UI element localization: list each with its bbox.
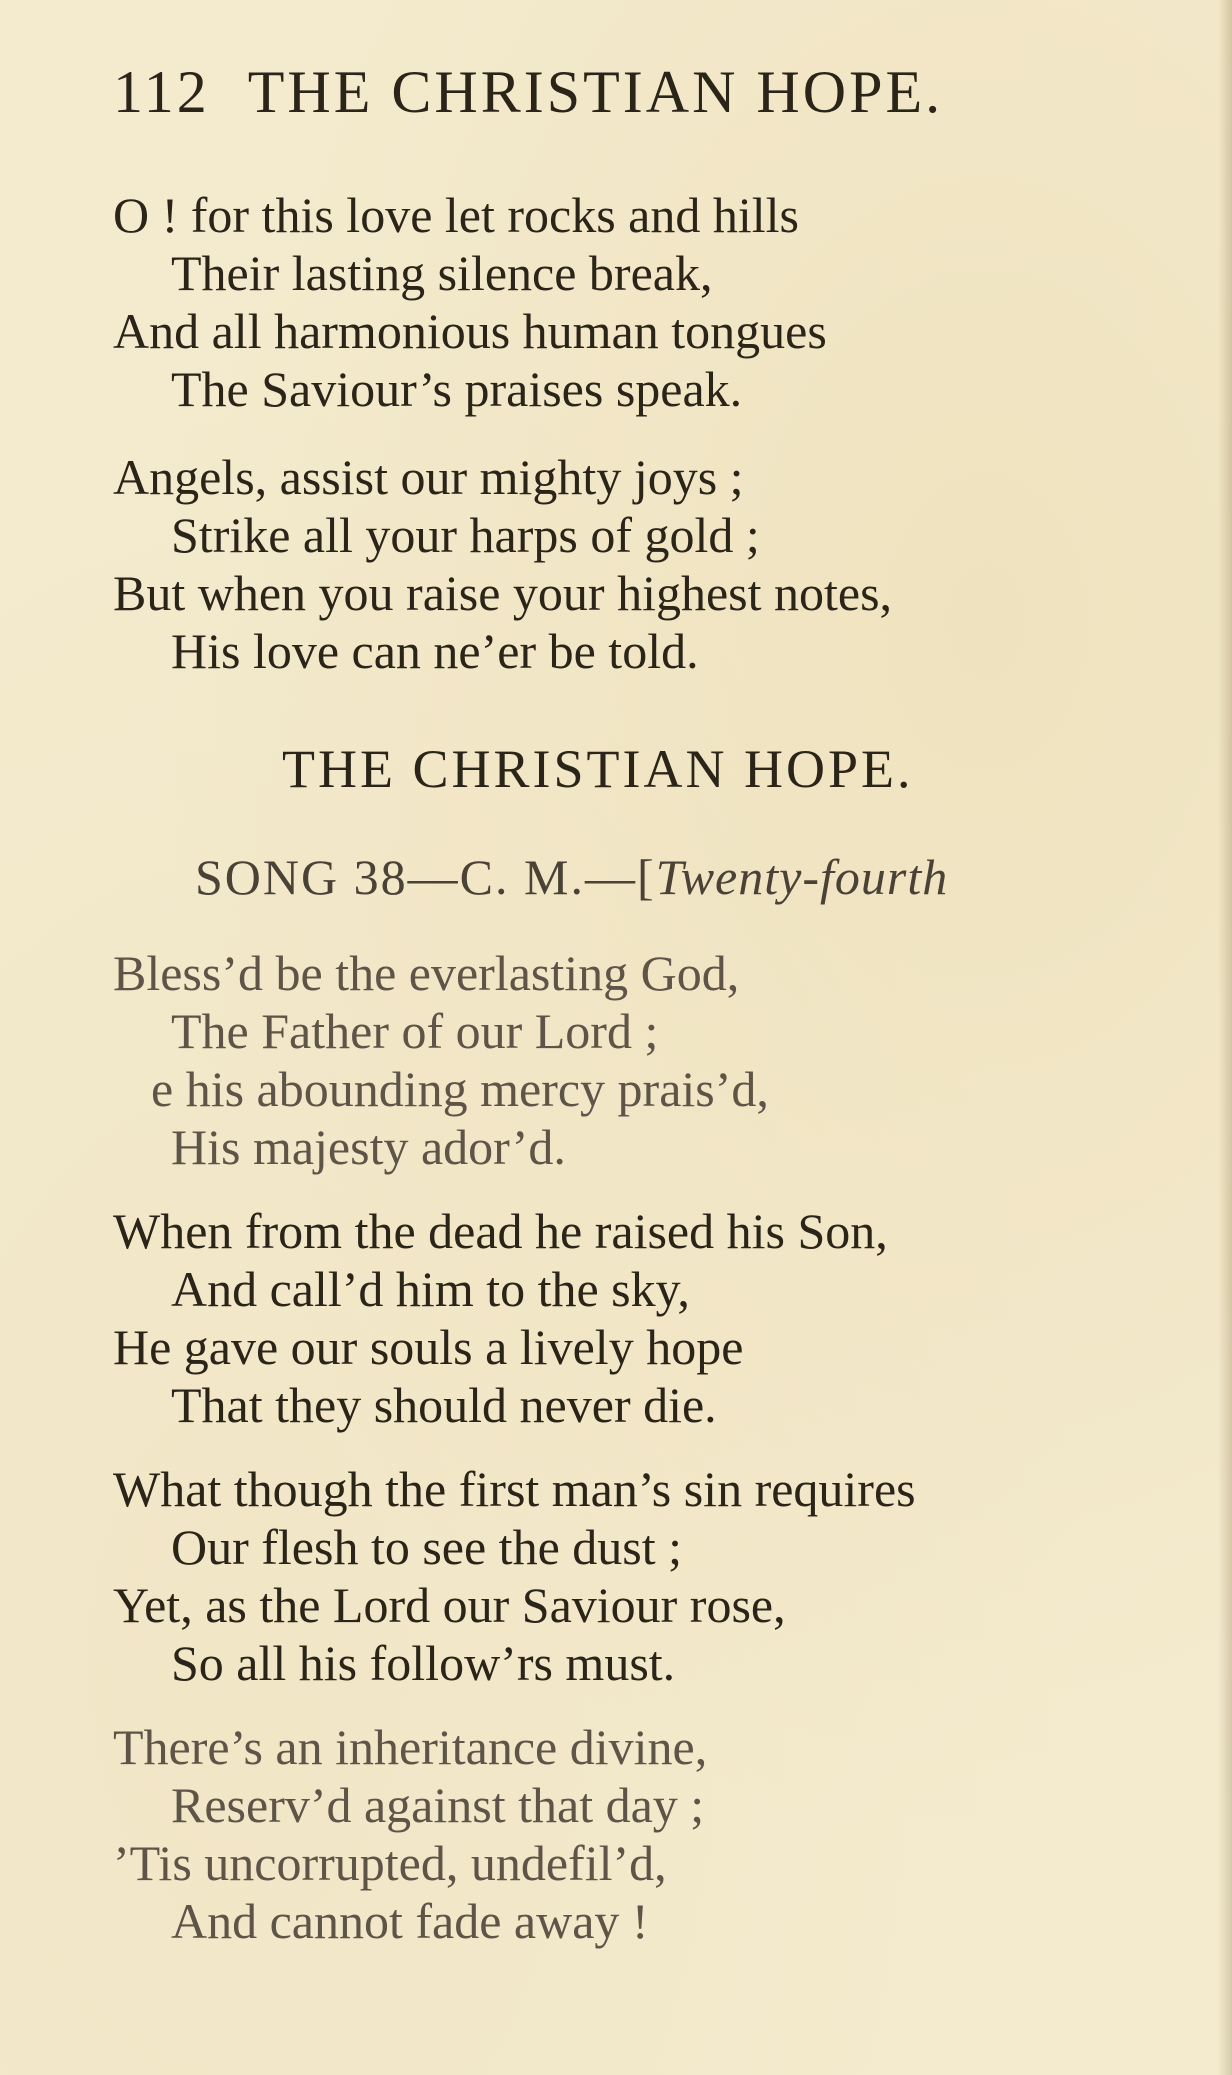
verse-line: Bless’d be the everlasting God, (113, 945, 740, 1001)
stanza-3 (113, 1460, 916, 1692)
verse-line: There’s an inheritance divine, (113, 1719, 708, 1775)
verse-line: And call’d him to the sky, (171, 1261, 690, 1317)
verse-line: And cannot fade away ! (171, 1893, 649, 1949)
verse-line: Strike all your harps of gold ; (171, 507, 760, 563)
hymn-title: THE CHRISTIAN HOPE. (282, 739, 914, 799)
page-edge-shadow (1218, 0, 1232, 2075)
stanza-2 (113, 1202, 888, 1434)
verse-line: Reserv’d against that day ; (171, 1777, 705, 1833)
verse-line: His majesty ador’d. (171, 1119, 566, 1175)
verse-line: And all harmonious human tongues (113, 303, 827, 359)
verse-line: ’Tis uncorrupted, undefil’d, (113, 1835, 667, 1891)
stanza-1 (113, 944, 769, 1176)
stanza-prev-1 (113, 186, 827, 418)
stanza-4 (113, 1718, 707, 1950)
verse-line: Yet, as the Lord our Saviour rose, (113, 1577, 786, 1633)
verse-line: His love can ne’er be told. (171, 623, 699, 679)
song-label: SONG 38—C. M.—[ (195, 849, 656, 905)
page-number: 112 (113, 59, 210, 125)
verse-line: e his abounding mercy prais’d, (151, 1061, 769, 1117)
verse-line: That they should never die. (171, 1377, 717, 1433)
stanza-prev-2 (113, 448, 892, 680)
verse-line: The Father of our Lord ; (171, 1003, 659, 1059)
running-head-title: THE CHRISTIAN HOPE. (247, 59, 944, 125)
verse-line: He gave our souls a lively hope (113, 1319, 744, 1375)
tune-name: Twenty-fourth (655, 849, 949, 905)
verse-line: Angels, assist our mighty joys ; (113, 449, 744, 505)
verse-line: Their lasting silence break, (171, 245, 713, 301)
running-head (113, 59, 944, 125)
verse-line: O ! for this love let rocks and hills (113, 187, 799, 243)
song-heading (195, 849, 949, 905)
verse-line: When from the dead he raised his Son, (113, 1203, 888, 1259)
verse-line: The Saviour’s praises speak. (171, 361, 743, 417)
verse-line: So all his follow’rs must. (171, 1635, 676, 1691)
verse-line: Our flesh to see the dust ; (171, 1519, 683, 1575)
verse-line: What though the first man’s sin requires (113, 1461, 916, 1517)
verse-line: But when you raise your highest notes, (113, 565, 893, 621)
